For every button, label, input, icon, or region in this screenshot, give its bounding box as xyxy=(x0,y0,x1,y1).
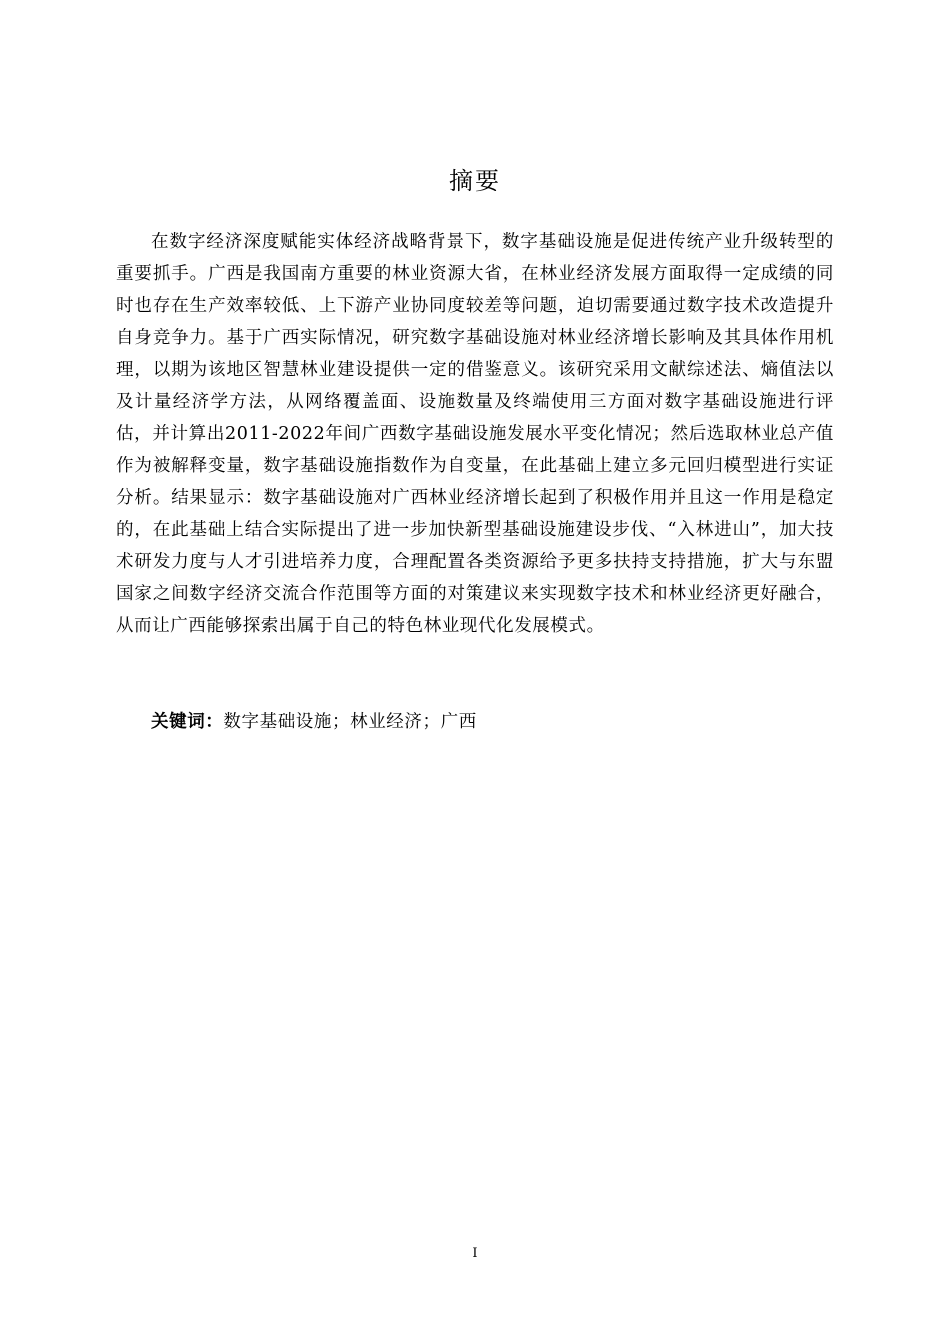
abstract-paragraph: 在数字经济深度赋能实体经济战略背景下，数字基础设施是促进传统产业升级转型的重要抓手。广西是我国南方重要的林业资源大省，在林业经济发展方面取得一定成绩的同时也存在生产效率较低、上下游产业协同度较差等问题，迫切需要通过数字技术改造提升自身竞争力。基于广西实际情况，研究数字基础设施对林业经济增长影响及其具体作用机理，以期为该地区智慧林业建设提供一定的借鉴意义。该研究采用文献综述法、熵值法以及计量经济学方法，从网络覆盖面、设施数量及终端使用三方面对数字基础设施进行评估，并计算出2011-2022年间广西数字基础设施发展水平变化情况；然后选取林业总产值作为被解释变量，数字基础设施指数作为自变量，在此基础上建立多元回归模型进行实证分析。结果显示：数字基础设施对广西林业经济增长起到了积极作用并且这一作用是稳定的，在此基础上结合实际提出了进一步加快新型基础设施建设步伐、“入林进山”，加大技术研发力度与人才引进培养力度，合理配置各类资源给予更多扶持支持措施，扩大与东盟国家之间数字经济交流合作范围等方面的对策建议来实现数字技术和林业经济更好融合，从而让广西能够探索出属于自己的特色林业现代化发展模式。 xyxy=(116,232,834,636)
keywords-line xyxy=(151,706,834,738)
keywords-label: 关键词： xyxy=(151,712,224,732)
page-title: 摘要 xyxy=(449,167,501,195)
keywords-text: 数字基础设施；林业经济；广西 xyxy=(223,712,477,732)
page-number: I xyxy=(472,1246,478,1261)
